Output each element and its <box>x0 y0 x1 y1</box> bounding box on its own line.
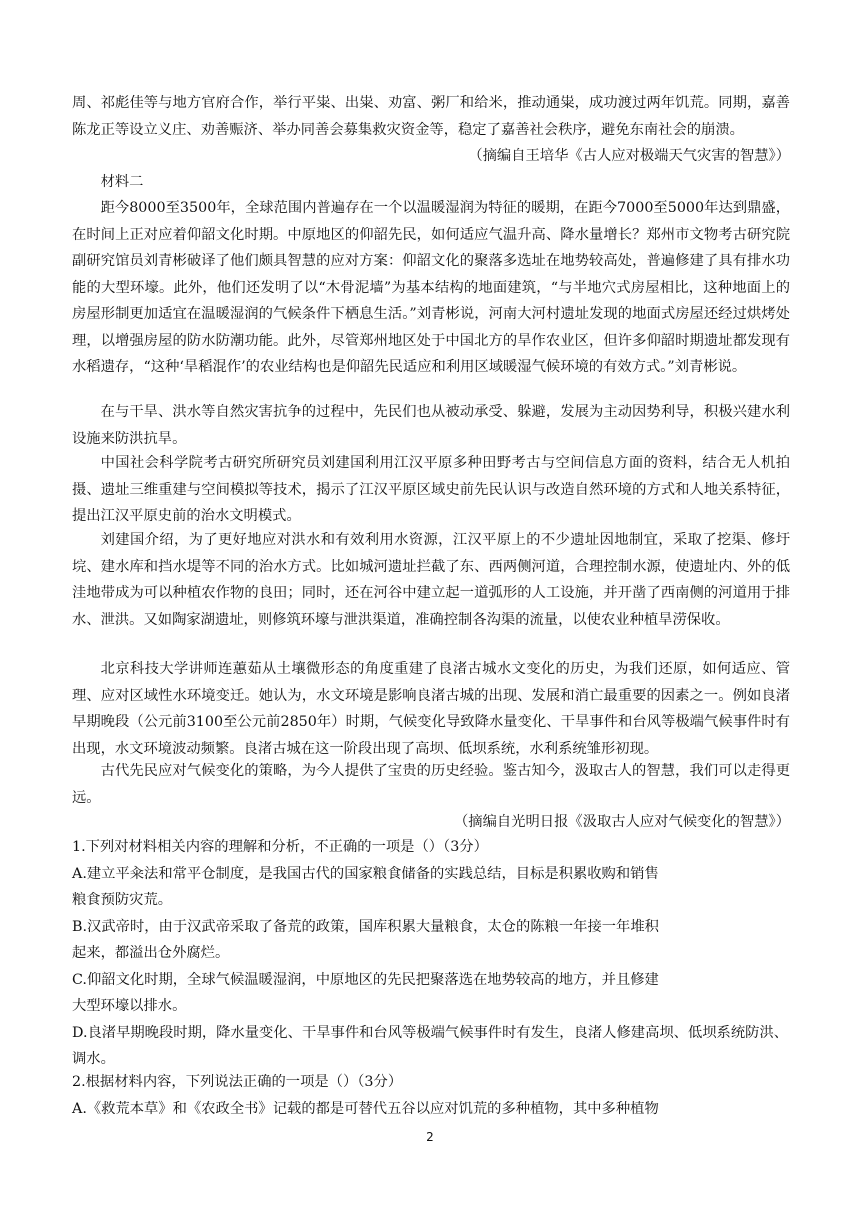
source-citation-2: （摘编自光明日报《汲取古人应对气候变化的智慧》） <box>454 814 790 830</box>
material-2-paragraph-6: 古代先民应对气候变化的策略，为今人提供了宝贵的历史经验。鉴古知今，汲取古人的智慧，我们可以走得更远。 <box>72 763 790 806</box>
option-a-line-2: 粮食预防灾荒。 <box>72 892 173 908</box>
material-2-paragraph-1: 距今8000至3500年，全球范围内普遍存在一个以温暖湿润为特征的暖期，在距今7000至5000年达到鼎盛，在时间上正对应着仰韶文化时期。中原地区的仰韶先民，如何适应气温升高、降水量增长？郑州市文物考古研究院副研究馆员刘青彬破译了他们颇具智慧的应对方案：仰韶文化的聚落多选址在地势较高处，普遍修建了具有排水功能的大型环壕。此外，他们还发明了以“木骨泥墙”为基本结构的地面建筑，“与半地穴式房屋相比，这种地面上的房屋形制更加适宜在温暖湿润的气候条件下栖息生活。”刘青彬说，河南大河村遗址发现的地面式房屋还经过烘烤处理，以增强房屋的防水防潮功能。此外，尽管郑州地区处于中国北方的旱作农业区，但许多仰韶时期遗址都发现有水稻遗存，“这种‘旱稻混作’的农业结构也是仰韶先民适应和利用区域暖湿气候环境的有效方式。”刘青彬说。 <box>72 200 790 375</box>
material-2-paragraph-3: 中国社会科学院考古研究所研究员刘建国利用江汉平原多种田野考古与空间信息方面的资料，结合无人机拍摄、遗址三维重建与空间模拟等技术，揭示了江汉平原区域史前先民认识与改造自然环境的方式和人地关系特征，提出江汉平原史前的治水文明模式。 <box>72 455 790 524</box>
question-2-stem: 2.根据材料内容，下列说法正确的一项是（）（3分） <box>72 1074 403 1090</box>
material-2-paragraph-5: 北京科技大学讲师连蕙茹从土壤微形态的角度重建了良渚古城水文变化的历史，为我们还原，如何适应、管理、应对区域性水环境变迁。她认为，水文环境是影响良渚古城的出现、发展和消亡最重要的因素之一。例如良渚早期晚段（公元前3100至公元前2850年）时期，气候变化导致降水量变化、干旱事件和台风等极端气候事件时有出现，水文环境波动频繁。良渚古城在这一阶段出现了高坝、低坝系统，水利系统雏形初现。 <box>72 661 790 757</box>
question-2 <box>72 1069 790 1122</box>
source-citation-1: （摘编自王培华《古人应对极端天气灾害的智慧》） <box>468 148 790 164</box>
page-number: 2 <box>426 1130 434 1144</box>
question-1 <box>72 834 790 1073</box>
continuation-paragraph: 周、祁彪佳等与地方官府合作，举行平粜、出粜、劝富、粥厂和给米，推动通粜，成功渡过两年饥荒。同期，嘉善陈龙正等设立义庄、劝善赈济、举办同善会募集救灾资金等，稳定了嘉善社会秩序，避免东南社会的崩溃。 <box>72 95 790 138</box>
question-1-option-c <box>72 967 790 1020</box>
option-c-line-1: C.仰韶文化时期，全球气候温暖湿润，中原地区的先民把聚落选在地势较高的地方，并且修建 <box>72 971 659 988</box>
option-a-line-1: A.建立平籴法和常平仓制度，是我国古代的国家粮食储备的实践总结，目标是积累收购和销售 <box>72 865 659 882</box>
question-1-option-d: D.良渚早期晚段时期，降水量变化、干旱事件和台风等极端气候事件时有发生，良渚人修建高坝、低坝系统防洪、调水。 <box>72 1024 789 1067</box>
question-1-stem: 1.下列对材料相关内容的理解和分析，不正确的一项是（）（3分） <box>72 839 488 855</box>
option-b-line-2: 起来，都溢出仓外腐烂。 <box>72 945 230 961</box>
question-2-option-a: A.《救荒本草》和《农政全书》记载的都是可替代五谷以应对饥荒的多种植物，其中多种植物 <box>72 1100 659 1117</box>
material-2-heading: 材料二 <box>100 174 144 190</box>
question-1-option-a <box>72 861 790 914</box>
material-2-paragraph-2: 在与干旱、洪水等自然灾害抗争的过程中，先民们也从被动承受、躲避，发展为主动因势利导，积极兴建水利设施来防洪抗旱。 <box>72 404 790 447</box>
option-c-line-2: 大型环壕以排水。 <box>72 998 187 1014</box>
question-1-option-b <box>72 914 790 967</box>
option-b-line-1: B.汉武帝时，由于汉武帝采取了备荒的政策，国库积累大量粮食，太仓的陈粮一年接一年堆积 <box>72 918 659 935</box>
material-2-paragraph-4: 刘建国介绍，为了更好地应对洪水和有效利用水资源，江汉平原上的不少遗址因地制宜，采取了挖渠、修圩垸、建水库和挡水堤等不同的治水方式。比如城河遗址拦截了东、西两侧河道，合理控制水源，使遗址内、外的低洼地带成为可以种植农作物的良田；同时，还在河谷中建立起一道弧形的人工设施，并开凿了西南侧的河道用于排水、泄洪。又如陶家湖遗址，则修筑环壕与泄洪渠道，准确控制各沟渠的流量，以使农业种植旱涝保收。 <box>72 532 790 628</box>
